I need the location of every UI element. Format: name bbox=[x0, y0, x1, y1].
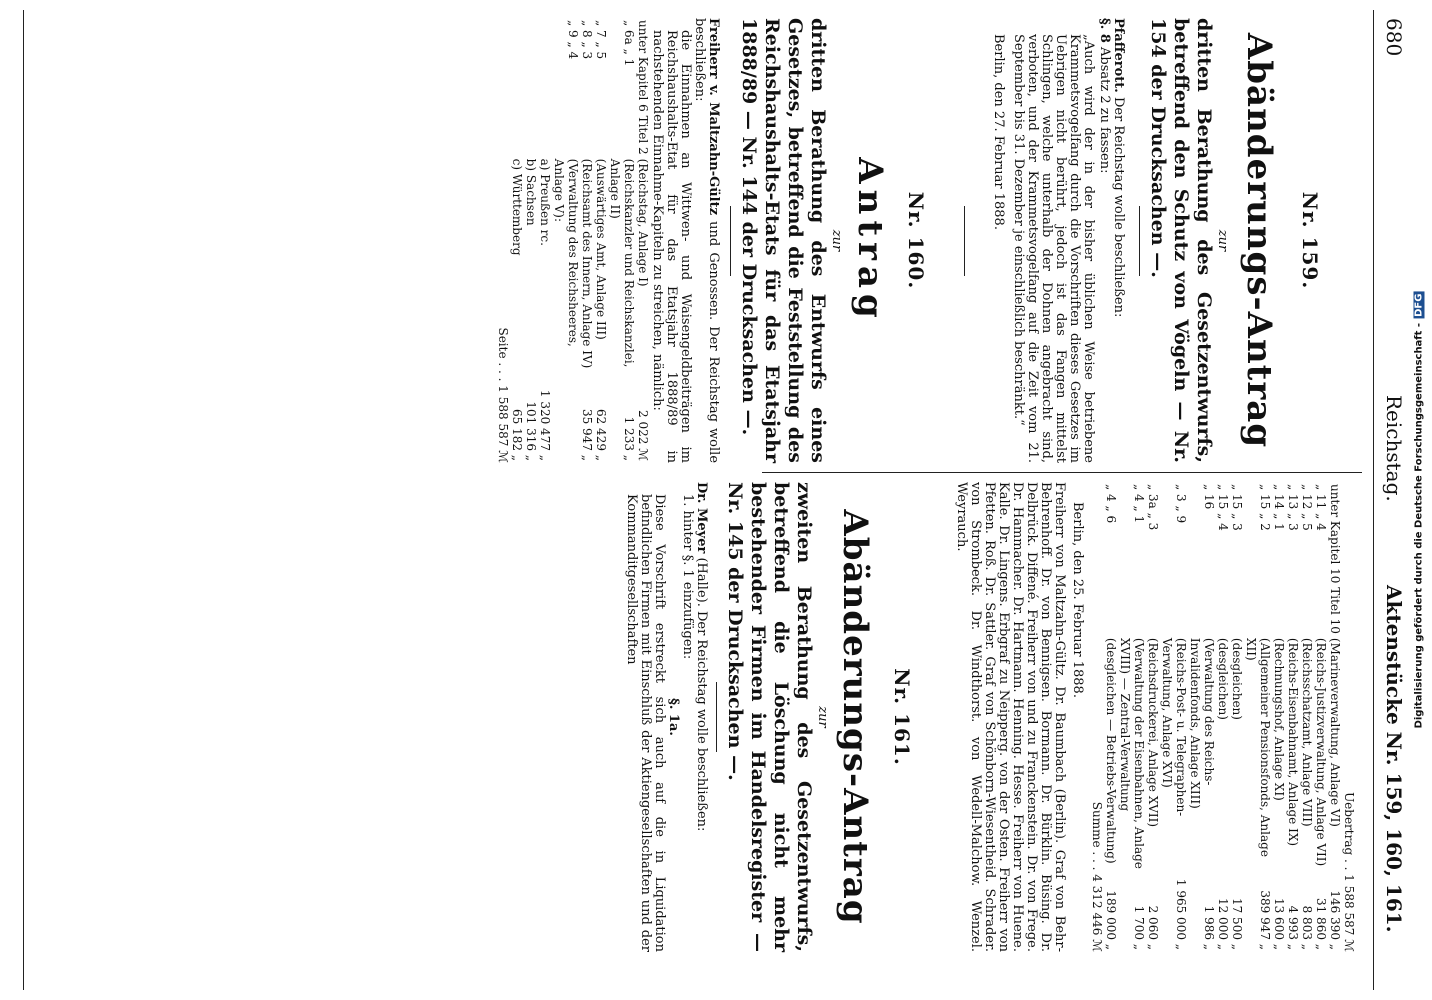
nr160-mover: Freiherr v. Maltzahn-Gültz bbox=[706, 18, 721, 216]
nr161-step: 1. hinter §. 1 einzufügen: bbox=[680, 494, 695, 660]
budget-row bbox=[1216, 482, 1230, 952]
digitization-credit-text: Digitalisierung gefördert durch die Deutsche Forschungsgemeinschaft -DFG bbox=[1413, 293, 1425, 729]
column-right bbox=[0, 482, 1362, 952]
nr159-number: Nr. 159. bbox=[1298, 191, 1322, 290]
budget-row bbox=[510, 18, 524, 463]
footer-rule bbox=[23, 10, 24, 990]
budget-amount: 1 320 477 „ bbox=[538, 389, 552, 461]
nr161-number: Nr. 161. bbox=[890, 668, 914, 766]
column-rule bbox=[762, 472, 1362, 473]
nr159-date: Berlin, den 27. Februar 1888. bbox=[991, 34, 1006, 230]
budget-row bbox=[1286, 482, 1300, 952]
budget-amount: 189 000 „ bbox=[1104, 890, 1118, 950]
budget-amount: 13 600 „ bbox=[1272, 897, 1286, 950]
running-title-right: Aktenstücke Nr. 159, 160, 161. bbox=[1382, 585, 1406, 933]
budget-text: (Reichskanzler und Reichskanzlei, Anlage II) bbox=[608, 158, 636, 368]
budget-text: (desgleichen) bbox=[1230, 637, 1244, 720]
budget-ref: „ 13 „ 3 bbox=[1286, 484, 1300, 531]
budget-amount: 2 060 „ bbox=[1146, 905, 1160, 950]
budget-text: (Rechnungshof, Anlage XI) bbox=[1272, 637, 1286, 801]
nr160-date: Berlin, den 25. Februar 1888. bbox=[1070, 502, 1085, 698]
budget-amount: 389 947 „ bbox=[1258, 890, 1272, 950]
nr159-subtitle: dritten Berathung des Gesetzentwurfs, betreffend den Schutz von Vögeln — Nr. 154 der Drucksachen —. bbox=[1147, 18, 1215, 463]
nr160-subtotal: 1 588 587 ℳ bbox=[496, 385, 510, 463]
budget-row bbox=[1314, 482, 1328, 952]
budget-ref: „ 12 „ 5 bbox=[1300, 484, 1314, 531]
budget-row bbox=[594, 18, 608, 463]
nr161-zur: zur bbox=[815, 706, 830, 728]
nr161-paragraph-label: §. 1a. bbox=[666, 698, 681, 736]
budget-ref: „ 9 „ 4 bbox=[566, 20, 580, 60]
digitization-credit bbox=[1412, 130, 1426, 890]
page-number: 680 bbox=[1382, 18, 1406, 57]
budget-row bbox=[1188, 482, 1216, 952]
nr160-signers: Freiherr von Maltzahn-Gültz. Dr. Baumbach (Berlin). Graf von Behr-Behrenhoff. Dr. von Bennigsen. Bormann. Dr. Bürklin. Büsing. Dr. Delbrück. Diffené. Freiherr von und zu Franckenstein. Dr. von Frege. Dr. Hammacher. Dr. Hartmann. Henning. Hesse. Freiherr von Huene. Kalle. Dr. Lingens. Erbgraf zu Neipperg. von der Osten. Freiherr von Pfetten. Roß. Dr. Sattler. Graf von Schönborn-Wiesentheid. Schrader. von Strombeck. Dr. Windthorst. von Wedell-Malchow. Wenzel. Weyrauch. bbox=[954, 482, 1067, 952]
budget-row bbox=[1230, 482, 1244, 952]
nr159-paragraph-label: §. 8 bbox=[1097, 18, 1112, 43]
separator bbox=[1139, 206, 1140, 276]
budget-ref bbox=[524, 18, 538, 157]
budget-ref: „ 3a „ 3 bbox=[1146, 484, 1160, 531]
budget-amount: 1 700 „ bbox=[1132, 905, 1146, 950]
budget-row bbox=[1244, 482, 1272, 952]
nr160-zur: zur bbox=[829, 229, 844, 252]
budget-text: (Marineverwaltung, Anlage VI) bbox=[1328, 637, 1342, 827]
column-left bbox=[0, 18, 1362, 463]
budget-text: a) Preußen rc. bbox=[538, 158, 552, 246]
nr160-subtitle: dritten Berathung des Entwurfs eines Gesetzes, betreffend die Feststellung des Reichshaushalts-Etats für das Etatsjahr 1888/89 — Nr. 144 der Drucksachen —. bbox=[738, 18, 829, 463]
budget-text: (Verwaltung der Eisenbahnen, Anlage XVIII) — Zentral-Verwaltung bbox=[1118, 637, 1146, 869]
budget-text: (Reichs-Justizverwaltung, Anlage VII) bbox=[1314, 637, 1328, 867]
nr160-sum-row: Summe . . . 4 312 446 ℳ bbox=[1090, 801, 1104, 952]
budget-amount: 62 429 „ bbox=[594, 408, 608, 461]
nr160-subtotal-label: Seite bbox=[496, 327, 510, 359]
nr160-carry-row: Uebertrag . . 1 588 587 ℳ bbox=[1342, 792, 1356, 952]
nr160-mover-tail: und Genossen. Der Reichstag wolle beschließen: bbox=[692, 18, 721, 464]
separator bbox=[730, 206, 731, 276]
budget-row bbox=[1118, 482, 1146, 952]
budget-row bbox=[1272, 482, 1286, 952]
budget-row bbox=[608, 18, 636, 463]
budget-text: (Reichsschatzamt, Anlage VIII) bbox=[1300, 637, 1314, 827]
budget-ref: „ 15 „ 4 bbox=[1216, 484, 1230, 531]
budget-amount: 1 965 000 „ bbox=[1174, 878, 1188, 950]
budget-amount: 35 947 „ bbox=[580, 408, 594, 461]
nr160-budget-table-continued bbox=[1104, 482, 1342, 952]
nr160-carry: 1 588 587 ℳ bbox=[1342, 874, 1356, 952]
budget-row bbox=[552, 18, 580, 463]
budget-ref bbox=[538, 18, 552, 157]
budget-text: (desgleichen — Betriebs-Verwaltung) bbox=[1104, 637, 1118, 864]
budget-ref bbox=[510, 18, 524, 157]
budget-text: (Reichs-Post- u. Telegraphen-Verwaltung, Anlage XVI) bbox=[1160, 637, 1188, 817]
nr160-budget-table bbox=[510, 18, 650, 463]
budget-row bbox=[1146, 482, 1160, 952]
nr159-quote: „Auch wird der in der bisher üblichen Weise betriebene Krammetsvogelfang durch die Vorschriften dieses Gesetzes im Uebrigen nicht berührt, jedoch ist das Fangen mittelst Schlingen, welche unterhalb der Dohnen angebracht sind, verboten, und der Krammetsvogelfang auf die Zeit vom 21. September bis 31. Dezember je einschließlich beschränkt.“ bbox=[1011, 34, 1096, 463]
budget-amount: 8 803 „ bbox=[1300, 905, 1314, 950]
budget-text: (Reichsdruckerei, Anlage XVII) bbox=[1146, 637, 1160, 828]
budget-text: (desgleichen) bbox=[1216, 637, 1230, 720]
budget-ref: „ 14 „ 1 bbox=[1272, 484, 1286, 531]
nr159-paragraph-intro: Absatz 2 zu fassen: bbox=[1097, 47, 1112, 174]
nr159-motion bbox=[1097, 18, 1125, 463]
budget-ref: unter Kapitel 6 Titel 2 bbox=[636, 20, 650, 155]
nr159-intro: Der Reichstag wolle beschließen: bbox=[1111, 96, 1126, 318]
nr160-subtotal-row: Seite . . . 1 588 587 ℳ bbox=[496, 327, 510, 463]
budget-ref: „ 15 „ 2 bbox=[1258, 484, 1272, 531]
nr160-motion bbox=[692, 18, 720, 463]
budget-amount: 101 316 „ bbox=[524, 401, 538, 461]
nr159-mover: Pfafferott. bbox=[1111, 18, 1126, 93]
budget-amount: 1 233 „ bbox=[622, 416, 636, 461]
budget-text: b) Sachsen bbox=[524, 158, 538, 226]
budget-text: (Verwaltung des Reichsheeres, Anlage V): bbox=[552, 158, 580, 347]
budget-text: (Reichs-Eisenbahnamt, Anlage IX) bbox=[1286, 637, 1300, 847]
budget-text: (Auswärtiges Amt, Anlage III) bbox=[594, 158, 608, 340]
budget-amount: 146 390 „ bbox=[1328, 890, 1342, 950]
nr160-sum: 4 312 446 ℳ bbox=[1090, 874, 1104, 952]
budget-amount: 31 860 „ bbox=[1314, 897, 1328, 950]
nr160-number: Nr. 160. bbox=[904, 191, 928, 290]
separator bbox=[964, 206, 965, 276]
budget-ref: „ 8 „ 3 bbox=[580, 20, 594, 60]
running-title-left: Reichstag. bbox=[1382, 395, 1406, 502]
nr159-title: Abänderungs-Antrag bbox=[1239, 32, 1279, 449]
budget-row bbox=[1104, 482, 1118, 952]
budget-amount: 2 022 ℳ bbox=[636, 410, 650, 461]
budget-row bbox=[636, 18, 650, 463]
budget-ref: „ 15 „ 3 bbox=[1230, 484, 1244, 531]
budget-row bbox=[580, 18, 594, 463]
nr160-intro: die Einnahmen an Wittwen- und Waisengeldbeiträgen im Reichshaushalts-Etat für das Etatsjahr 1888/89 in nachstehenden Einnahme-Kapiteln zu streichen, nämlich: bbox=[650, 30, 693, 463]
budget-ref: „ 6a „ 1 bbox=[622, 20, 636, 67]
budget-ref: „ 3 „ 9 bbox=[1174, 484, 1188, 524]
budget-row bbox=[524, 18, 538, 463]
nr160-carry-label: Uebertrag bbox=[1342, 792, 1356, 856]
budget-text: (Allgemeiner Pensionsfonds, Anlage XII) bbox=[1244, 637, 1272, 857]
nr161-mover: Dr. Meyer bbox=[694, 482, 709, 554]
budget-row bbox=[538, 18, 552, 463]
nr159-zur: zur bbox=[1215, 229, 1230, 252]
budget-amount: 12 000 „ bbox=[1216, 897, 1230, 950]
budget-ref: „ 16 bbox=[1202, 484, 1216, 510]
budget-amount: 1 986 „ bbox=[1202, 905, 1216, 950]
budget-text: (Reichsamt des Innern, Anlage IV) bbox=[580, 158, 594, 369]
budget-amount bbox=[552, 388, 580, 463]
separator bbox=[716, 682, 717, 752]
budget-row bbox=[1300, 482, 1314, 952]
budget-text: c) Württemberg bbox=[510, 158, 524, 256]
dfg-logo: DFG bbox=[1413, 293, 1425, 317]
budget-ref: unter Kapitel 10 Titel 10 bbox=[1328, 484, 1342, 634]
budget-row bbox=[1160, 482, 1188, 952]
budget-amount: 65 182 „ bbox=[510, 408, 524, 461]
budget-text: (Verwaltung des Reichs-Invalidenfonds, Anlage XIII) bbox=[1188, 637, 1216, 809]
nr160-title: Antrag bbox=[850, 157, 890, 324]
nr161-subtitle: zweiten Berathung des Gesetzentwurfs, betreffend die Löschung nicht mehr bestehender Firmen im Handelsregister — Nr. 145 der Drucksachen —. bbox=[724, 482, 815, 952]
header-rule bbox=[1373, 10, 1374, 990]
budget-ref: „ 4 „ 1 bbox=[1132, 484, 1146, 524]
nr161-text: Diese Vorschrift erstreckt sich auch auf die in Liquidation befindlichen Firmen mit Einschluß der Aktiengesellschaften und der Kommanditgesellschaften bbox=[624, 494, 667, 952]
nr161-title: Abänderungs-Antrag bbox=[835, 509, 875, 925]
budget-ref: „ 4 „ 6 bbox=[1104, 484, 1118, 524]
budget-ref: „ 11 „ 4 bbox=[1314, 484, 1328, 531]
budget-amount: 17 500 „ bbox=[1230, 897, 1244, 950]
nr161-mover-tail: (Halle). Der Reichstag wolle beschließen: bbox=[694, 557, 709, 832]
budget-row bbox=[1328, 482, 1342, 952]
budget-amount: 4 993 „ bbox=[1286, 905, 1300, 950]
budget-text: (Reichstag, Anlage I) bbox=[636, 158, 650, 287]
nr161-motion bbox=[694, 482, 708, 952]
budget-ref: „ 7 „ 5 bbox=[594, 20, 608, 60]
nr160-sum-label: Summe bbox=[1090, 801, 1104, 848]
